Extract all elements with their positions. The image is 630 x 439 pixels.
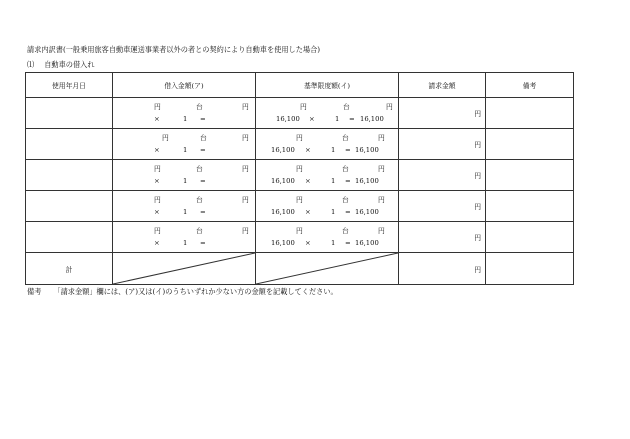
equals-sign: = [200, 177, 206, 185]
date-cell[interactable] [26, 129, 113, 160]
dai-unit: 台 [342, 134, 349, 142]
yen-unit: 円 [378, 196, 385, 204]
yen-unit: 円 [296, 196, 303, 204]
equals-sign: = [345, 208, 351, 216]
dai-unit: 台 [342, 196, 349, 204]
section-label: 自動車の借入れ [44, 60, 95, 69]
times-sign: × [305, 239, 311, 247]
rent-cell[interactable] [113, 160, 256, 191]
yen-unit: 円 [474, 172, 481, 180]
remarks-cell[interactable] [486, 98, 574, 129]
base-amount: 16,100 [271, 239, 295, 247]
one-value: 1 [183, 208, 188, 216]
date-cell[interactable] [26, 191, 113, 222]
yen-unit: 円 [386, 103, 393, 111]
one-value: 1 [335, 115, 340, 123]
one-value: 1 [183, 177, 188, 185]
claim-cell[interactable] [399, 191, 486, 222]
table-row [26, 129, 574, 160]
times-sign: × [154, 239, 160, 247]
yen-unit: 円 [474, 234, 481, 242]
yen-unit: 円 [242, 103, 249, 111]
base-cell [256, 160, 399, 191]
remarks-cell[interactable] [486, 191, 574, 222]
yen-unit: 円 [296, 227, 303, 235]
base-amount: 16,100 [360, 115, 384, 123]
header-base: 基準限度額(イ) [256, 73, 399, 98]
base-amount: 16,100 [271, 146, 295, 154]
diagonal-slash [113, 253, 255, 284]
dai-unit: 台 [196, 103, 203, 111]
yen-unit: 円 [162, 134, 169, 142]
equals-sign: = [345, 146, 351, 154]
table-row [26, 222, 574, 253]
remarks-total-cell[interactable] [486, 253, 574, 285]
table-row [26, 160, 574, 191]
yen-unit: 円 [242, 134, 249, 142]
base-cell [256, 129, 399, 160]
date-cell[interactable] [26, 222, 113, 253]
yen-unit: 円 [242, 196, 249, 204]
yen-unit: 円 [378, 227, 385, 235]
yen-unit: 円 [300, 103, 307, 111]
header-date: 使用年月日 [26, 73, 113, 98]
yen-unit: 円 [474, 110, 481, 118]
times-sign: × [154, 177, 160, 185]
footnote [27, 287, 338, 297]
yen-unit: 円 [474, 265, 481, 274]
dai-unit: 台 [196, 227, 203, 235]
document-title: 請求内訳書(一般乗用旅客自動車運送事業者以外の者との契約により自動車を使用した場合) [27, 45, 321, 54]
base-total-cell [256, 253, 399, 285]
dai-unit: 台 [343, 103, 350, 111]
one-value: 1 [183, 115, 188, 123]
one-value: 1 [183, 146, 188, 154]
rent-cell[interactable] [113, 129, 256, 160]
yen-unit: 円 [474, 203, 481, 211]
times-sign: × [154, 208, 160, 216]
one-value: 1 [331, 208, 336, 216]
yen-unit: 円 [474, 141, 481, 149]
diagonal-slash [256, 253, 398, 284]
yen-unit: 円 [154, 196, 161, 204]
base-cell [256, 98, 399, 129]
footnote-text: 「請求金額」欄には、(ア)又は(イ)のうちいずれか少ない方の金額を記載してください。 [53, 287, 338, 296]
base-cell [256, 222, 399, 253]
claim-cell[interactable] [399, 222, 486, 253]
equals-sign: = [200, 115, 206, 123]
one-value: 1 [331, 239, 336, 247]
dai-unit: 台 [342, 165, 349, 173]
base-amount: 16,100 [271, 177, 295, 185]
equals-sign: = [345, 177, 351, 185]
header-remarks: 備考 [486, 73, 574, 98]
equals-sign: = [200, 239, 206, 247]
header-rent: 借入金額(ア) [113, 73, 256, 98]
one-value: 1 [331, 177, 336, 185]
claim-cell[interactable] [399, 160, 486, 191]
yen-unit: 円 [154, 103, 161, 111]
base-amount: 16,100 [355, 177, 379, 185]
times-sign: × [305, 177, 311, 185]
date-cell[interactable] [26, 98, 113, 129]
equals-sign: = [345, 239, 351, 247]
rent-cell[interactable] [113, 191, 256, 222]
base-amount: 16,100 [271, 208, 295, 216]
header-row [26, 73, 574, 98]
equals-sign: = [349, 115, 355, 123]
yen-unit: 円 [242, 165, 249, 173]
footnote-label: 備考 [27, 287, 42, 296]
date-cell[interactable] [26, 160, 113, 191]
yen-unit: 円 [296, 165, 303, 173]
yen-unit: 円 [154, 227, 161, 235]
base-amount: 16,100 [355, 239, 379, 247]
remarks-cell[interactable] [486, 222, 574, 253]
total-row [26, 253, 574, 285]
total-label: 計 [26, 253, 113, 285]
section-number: ⑴ [27, 60, 35, 69]
base-amount: 16,100 [355, 208, 379, 216]
yen-unit: 円 [296, 134, 303, 142]
base-amount: 16,100 [355, 146, 379, 154]
one-value: 1 [183, 239, 188, 247]
header-claim: 請求金額 [399, 73, 486, 98]
equals-sign: = [200, 208, 206, 216]
rent-cell[interactable] [113, 98, 256, 129]
remarks-cell[interactable] [486, 129, 574, 160]
times-sign: × [309, 115, 315, 123]
one-value: 1 [331, 146, 336, 154]
base-cell [256, 191, 399, 222]
dai-unit: 台 [196, 165, 203, 173]
section-heading [27, 60, 95, 70]
times-sign: × [305, 208, 311, 216]
yen-unit: 円 [242, 227, 249, 235]
times-sign: × [305, 146, 311, 154]
table-row [26, 98, 574, 129]
remarks-cell[interactable] [486, 160, 574, 191]
dai-unit: 台 [196, 196, 203, 204]
rent-cell[interactable] [113, 222, 256, 253]
yen-unit: 円 [378, 165, 385, 173]
table-row [26, 191, 574, 222]
claim-cell[interactable] [399, 98, 486, 129]
rental-table [25, 72, 574, 285]
yen-unit: 円 [154, 165, 161, 173]
equals-sign: = [200, 146, 206, 154]
base-amount: 16,100 [276, 115, 300, 123]
dai-unit: 台 [342, 227, 349, 235]
times-sign: × [154, 146, 160, 154]
times-sign: × [154, 115, 160, 123]
claim-cell[interactable] [399, 129, 486, 160]
dai-unit: 台 [200, 134, 207, 142]
rent-total-cell [113, 253, 256, 285]
claim-total-cell[interactable] [399, 253, 486, 285]
yen-unit: 円 [378, 134, 385, 142]
